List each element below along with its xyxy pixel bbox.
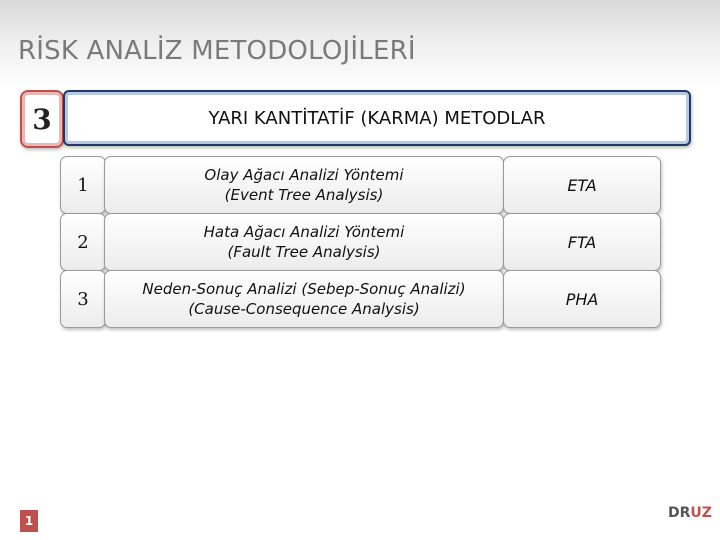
- page-number-badge: 1: [20, 510, 38, 532]
- method-abbreviation: PHA: [503, 270, 661, 328]
- section-number-badge: 3: [20, 90, 64, 148]
- method-name: Neden-Sonuç Analizi (Sebep-Sonuç Analizi): [142, 280, 466, 298]
- brand-logo-part2: UZ: [690, 505, 712, 521]
- method-name-cell: [104, 156, 504, 214]
- method-abbreviation: ETA: [503, 156, 661, 214]
- row-number: 2: [60, 213, 106, 271]
- row-number: 1: [60, 156, 106, 214]
- method-name-cell: [104, 270, 504, 328]
- method-abbreviation: FTA: [503, 213, 661, 271]
- brand-logo-part1: DR: [668, 505, 691, 521]
- section-title: YARI KANTİTATİF (KARMA) METODLAR: [63, 90, 691, 146]
- brand-logo: [668, 505, 712, 521]
- method-english-name: (Cause-Consequence Analysis): [188, 300, 420, 318]
- method-english-name: (Event Tree Analysis): [224, 186, 384, 204]
- method-name-cell: [104, 213, 504, 271]
- page-title: RİSK ANALİZ METODOLOJİLERİ: [18, 36, 416, 66]
- method-name: Hata Ağacı Analizi Yöntemi: [203, 223, 405, 241]
- row-number: 3: [60, 270, 106, 328]
- method-name: Olay Ağacı Analizi Yöntemi: [204, 166, 404, 184]
- method-english-name: (Fault Tree Analysis): [227, 243, 381, 261]
